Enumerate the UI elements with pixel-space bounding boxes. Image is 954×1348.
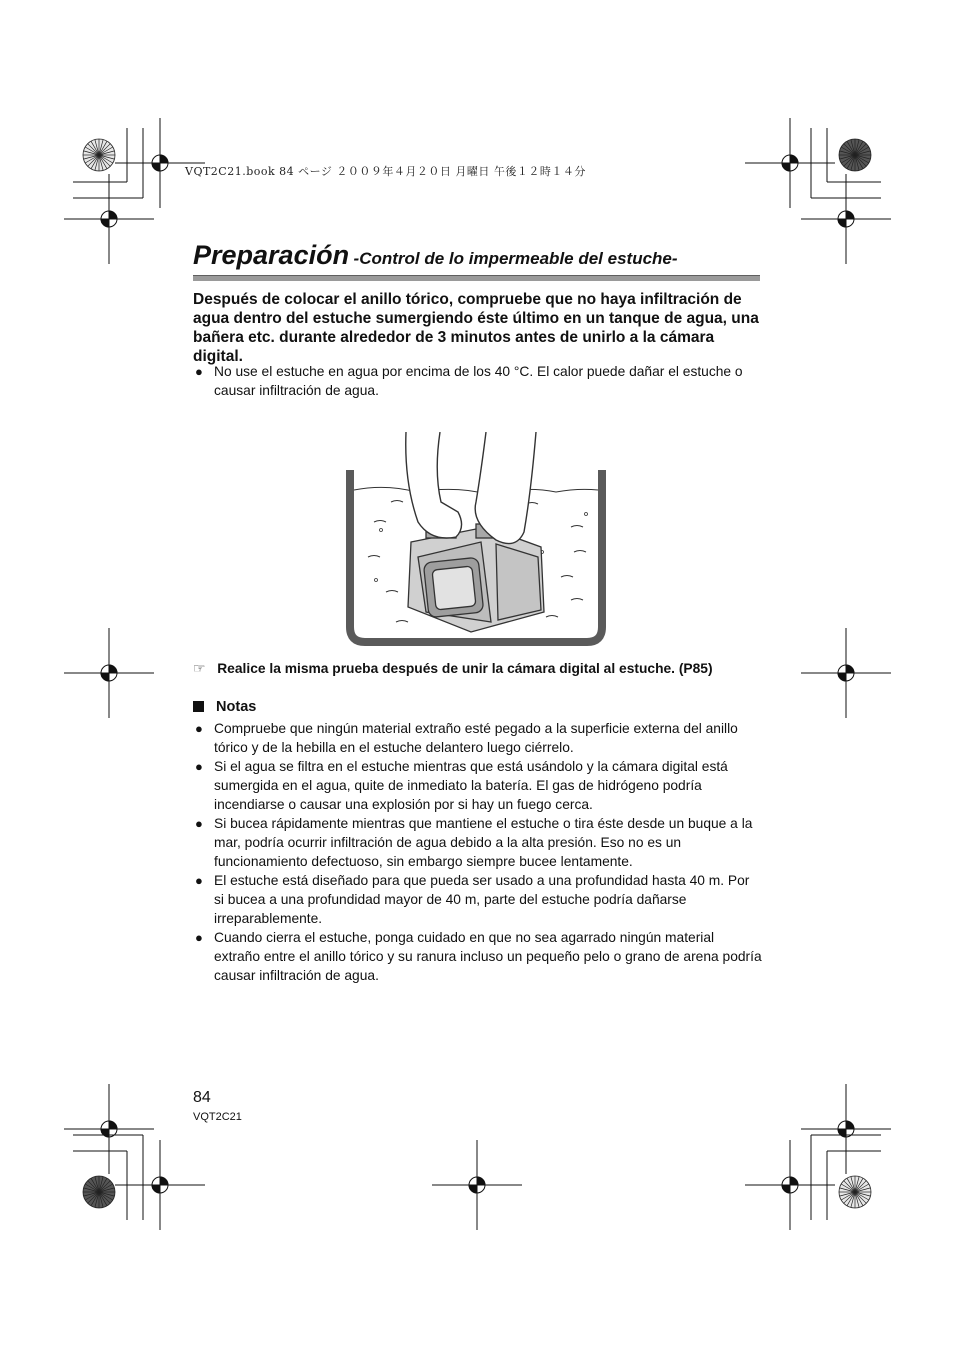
bullet-text: Cuando cierra el estuche, ponga cuidado en que no sea agarrado ningún material extraño entre el anillo tórico y su ranura incluso un pequeño pelo o grano de arena podría causar infiltración de agua. xyxy=(214,930,762,983)
notes-heading-text: Notas xyxy=(216,699,257,715)
list-item xyxy=(193,928,763,985)
bullet-icon: ● xyxy=(195,816,203,831)
bullet-text: Si el agua se filtra en el estuche mientras que está usándolo y la cámara digital está sumergida en el agua, quite de inmediato la batería. El gas de hidrógeno podría incendiarse o causar una explosión por si hay un fuego cerca. xyxy=(214,759,728,812)
bullet-text: Compruebe que ningún material extraño esté pegado a la superficie externa del anillo tórico y de la hebilla en el estuche delantero luego ciérrelo. xyxy=(214,721,738,755)
list-item xyxy=(193,757,763,814)
bullet-text: El estuche está diseñado para que pueda ser usado a una profundidad hasta 40 m. Por si bucea a una profundidad mayor de 40 m, parte del estuche podría dañarse irreparablemente. xyxy=(214,873,750,926)
list-item xyxy=(193,362,763,400)
print-header: VQT2C21.book 84 ページ ２００９年４月２０日 月曜日 午後１２時１４分 xyxy=(185,165,586,178)
crosshair-target xyxy=(64,628,154,718)
bullet-icon: ● xyxy=(195,759,203,774)
bullet-text: No use el estuche en agua por encima de los 40 °C. El calor puede dañar el estuche o causar infiltración de agua. xyxy=(214,364,743,398)
list-item xyxy=(193,814,763,871)
crosshair-target xyxy=(801,628,891,718)
bullet-text: Si bucea rápidamente mientras que mantiene el estuche o tira éste desde un buque a la mar, podría ocurrir infiltración de agua debido a la alta presión. Eso no es un funcionamiento defectuoso, sin embargo siempre bucee lentamente. xyxy=(214,816,753,869)
title-rule xyxy=(193,275,760,281)
title-subtitle: -Control de lo impermeable del estuche- xyxy=(353,249,678,268)
list-item xyxy=(193,871,763,928)
intro-bullet-list xyxy=(193,362,763,400)
crosshair-target xyxy=(801,1084,891,1174)
model-code: VQT2C21 xyxy=(193,1111,242,1123)
camera-in-water-tank-illustration xyxy=(346,432,606,647)
notes-list xyxy=(193,719,763,985)
notes-heading xyxy=(193,699,256,715)
crosshair-target xyxy=(745,1140,835,1230)
bullet-icon: ● xyxy=(195,873,203,888)
list-item xyxy=(193,719,763,757)
intro-paragraph: Después de colocar el anillo tórico, compruebe que no haya infiltración de agua dentro del estuche sumergiendo éste último en un tanque de agua, una bañera etc. durante alrededor de 3 minutos antes de unirlo a la cámara digital. xyxy=(193,291,759,365)
reference-note xyxy=(193,661,713,677)
pointing-hand-icon: ☞ xyxy=(193,661,206,676)
title-main: Preparación xyxy=(193,240,350,270)
page-number: 84 xyxy=(193,1089,211,1106)
bullet-icon: ● xyxy=(195,721,203,736)
crosshair-target xyxy=(64,1084,154,1174)
crosshair-target xyxy=(432,1140,522,1230)
crosshair-target xyxy=(745,118,835,208)
crosshair-target xyxy=(64,174,154,264)
bullet-icon: ● xyxy=(195,930,203,945)
crosshair-target xyxy=(115,1140,205,1230)
bullet-icon: ● xyxy=(195,364,203,379)
section-title xyxy=(193,240,678,271)
crosshair-target xyxy=(801,174,891,264)
reference-text: Realice la misma prueba después de unir la cámara digital al estuche. (P85) xyxy=(217,661,713,676)
square-bullet-icon xyxy=(193,701,204,712)
